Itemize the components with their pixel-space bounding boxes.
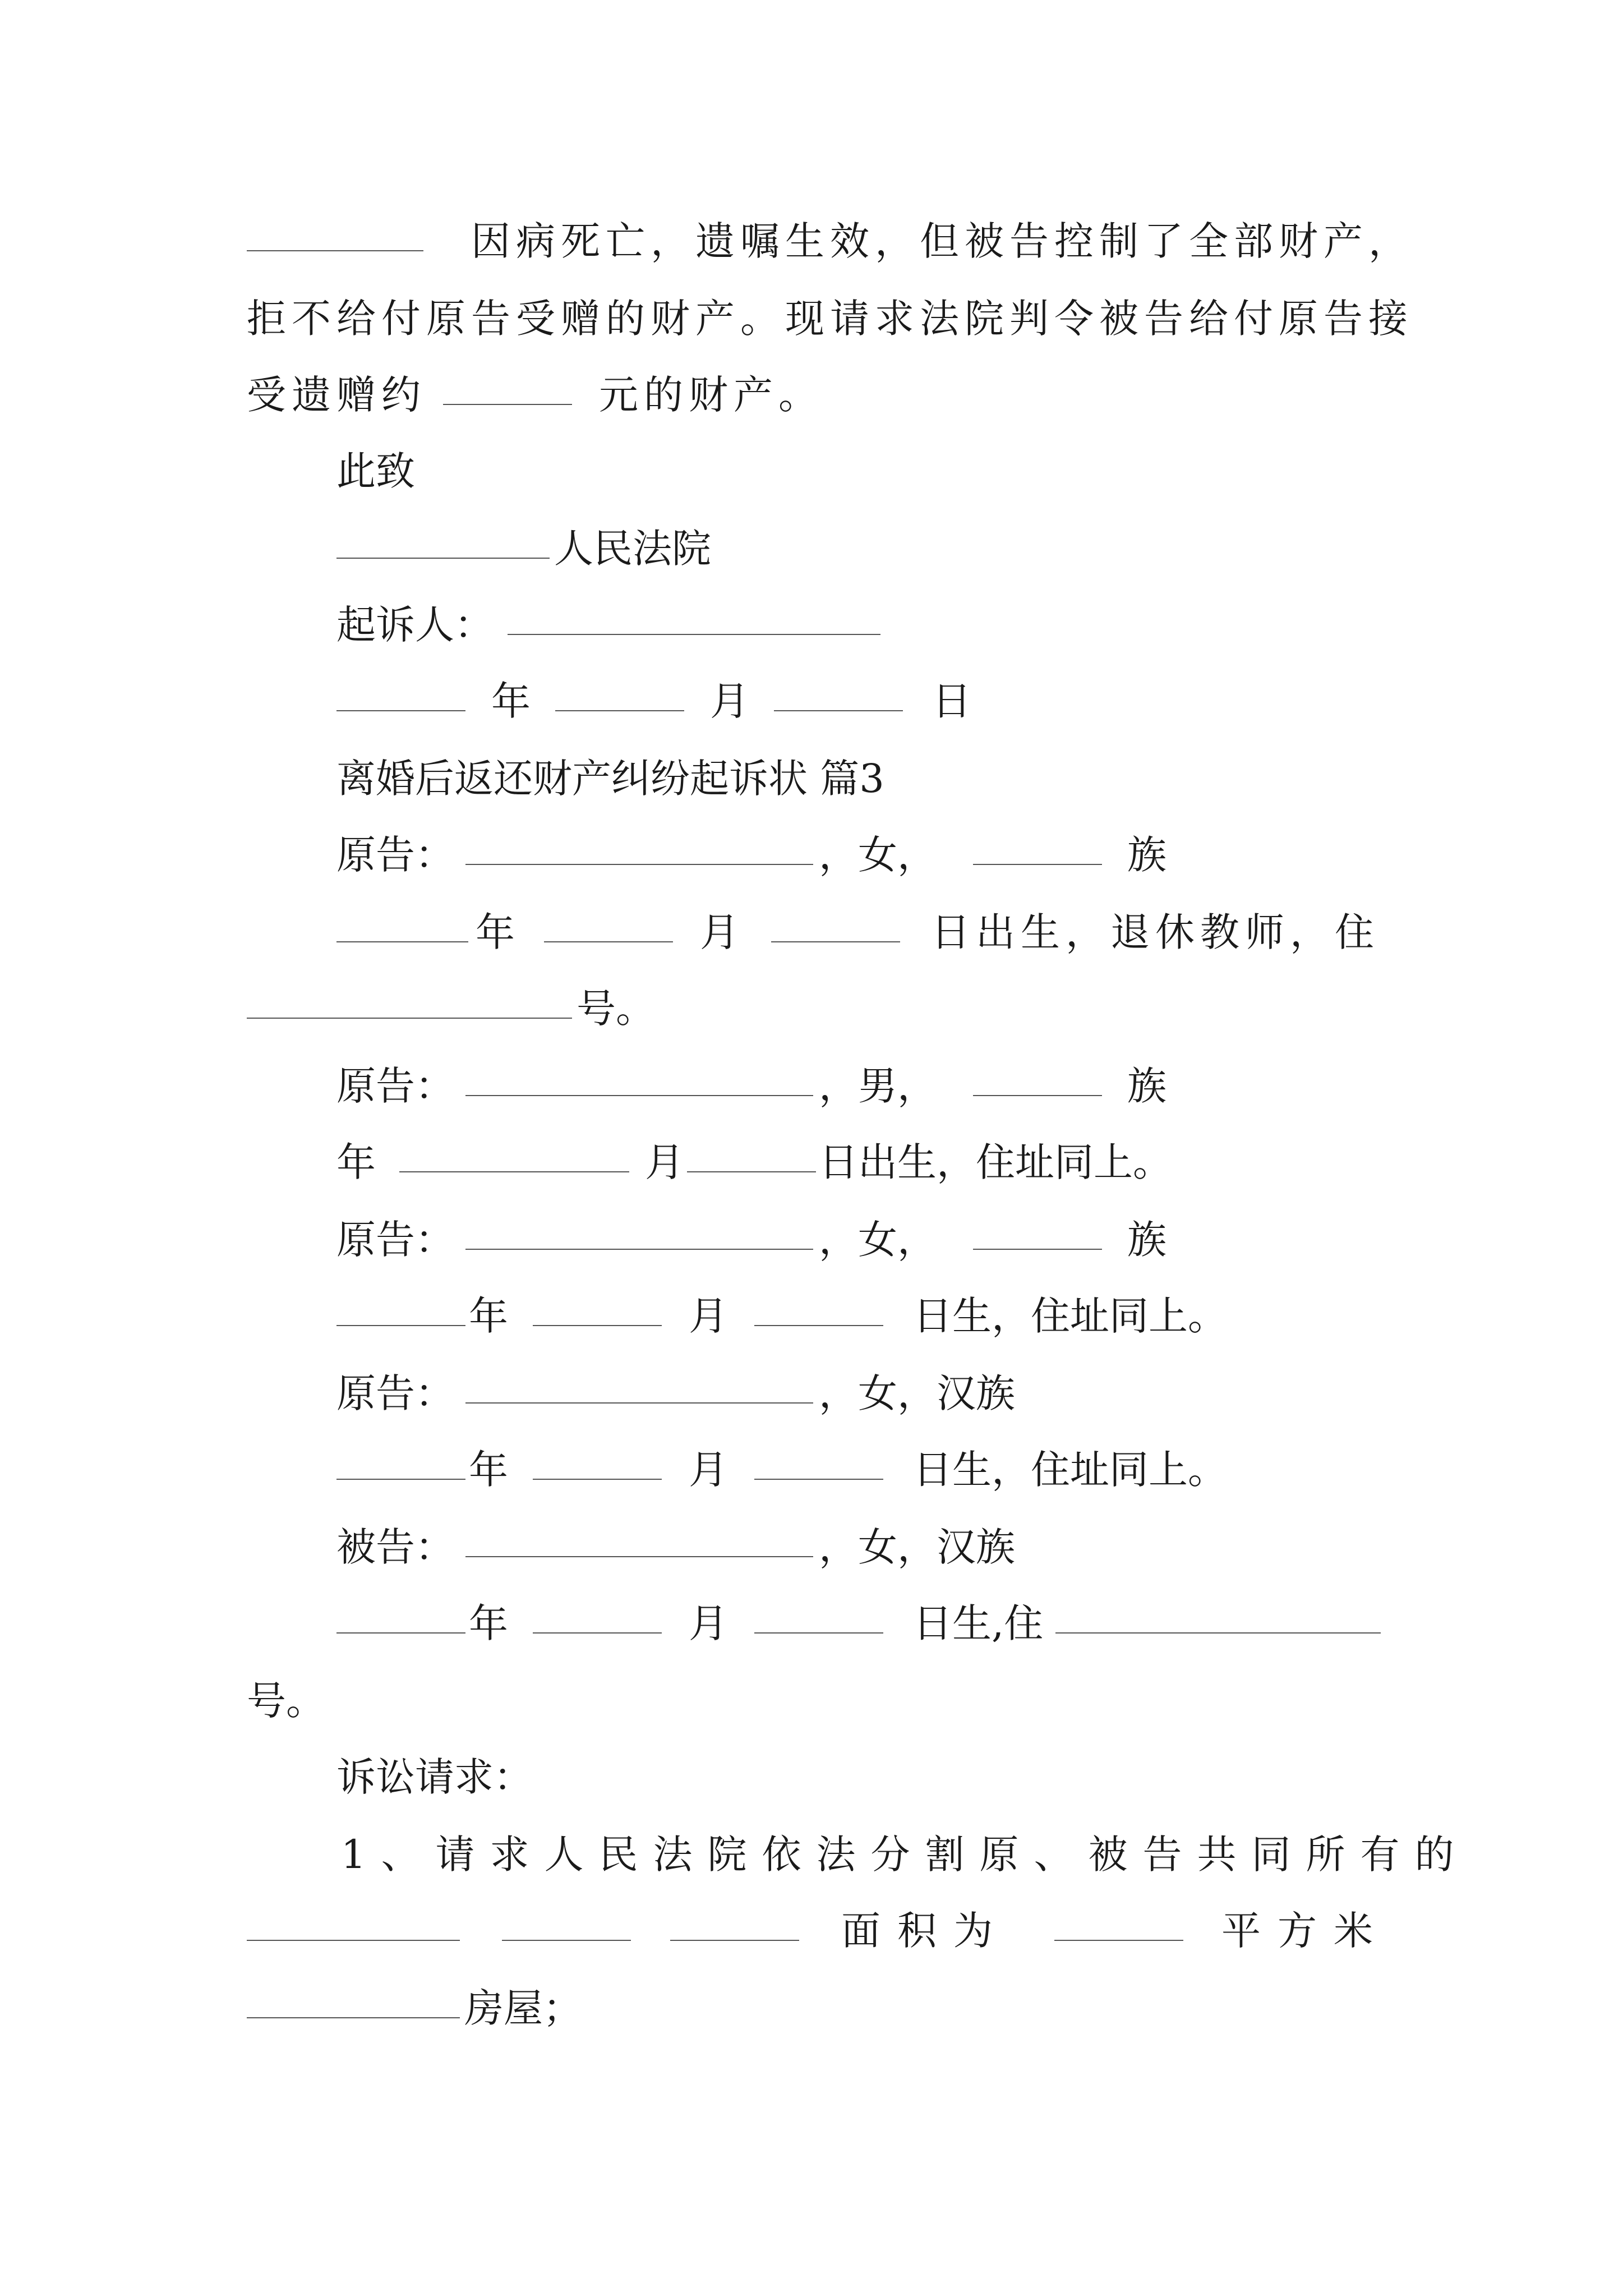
- blank-field: [1055, 1632, 1381, 1634]
- text: 原告：: [336, 832, 454, 878]
- text: 号。: [247, 1678, 325, 1724]
- text: 年: [469, 1293, 508, 1339]
- blank-field: [670, 1940, 799, 1941]
- blank-field: [465, 1095, 813, 1096]
- text: 原告：: [336, 1217, 454, 1263]
- text: 房屋；: [464, 1985, 582, 2031]
- blank-field: [336, 1325, 465, 1326]
- text: 诉讼请求：: [336, 1754, 533, 1800]
- text: 月: [710, 678, 749, 724]
- blank-field: [247, 1018, 572, 1019]
- blank-field: [973, 864, 1102, 865]
- blank-field: [502, 1940, 631, 1941]
- blank-field: [774, 710, 903, 711]
- text: 离婚后返还财产纠纷起诉状 篇3: [336, 756, 884, 802]
- text: 平方米: [1221, 1908, 1390, 1954]
- blank-field: [465, 1556, 813, 1557]
- text: 起诉人：: [336, 602, 494, 648]
- blank-field: [754, 1325, 883, 1326]
- text: 日生,住: [913, 1600, 1044, 1646]
- blank-field: [247, 250, 423, 251]
- text: 族: [1127, 832, 1166, 878]
- text: 人民法院: [554, 526, 711, 572]
- text: 月: [689, 1600, 728, 1646]
- blank-field: [336, 1479, 465, 1480]
- blank-field: [465, 1402, 813, 1404]
- text: 元的财产。: [599, 372, 823, 418]
- text: ，女，: [819, 1217, 937, 1263]
- text: 因病死亡，遗嘱生效，但被告控制了全部财产，: [471, 218, 1413, 264]
- text: 日出生，住址同上。: [819, 1139, 1172, 1185]
- text: 此致: [336, 448, 415, 494]
- text: 月: [689, 1293, 728, 1339]
- text: 月: [700, 909, 739, 955]
- text: 年: [469, 1600, 508, 1646]
- text: 年: [336, 1139, 376, 1185]
- text: 年: [469, 1447, 508, 1493]
- text: 受遗赠约: [247, 372, 426, 418]
- text: 日生，住址同上。: [913, 1447, 1227, 1493]
- text: 号。: [577, 986, 655, 1032]
- blank-field: [443, 404, 572, 405]
- text: ，女，汉族: [819, 1524, 1015, 1570]
- blank-field: [1054, 1940, 1183, 1941]
- blank-field: [399, 1171, 629, 1172]
- blank-field: [973, 1249, 1102, 1250]
- blank-field: [508, 634, 880, 635]
- text: 年: [491, 678, 531, 724]
- text: 被告：: [336, 1524, 454, 1570]
- blank-field: [465, 1249, 813, 1250]
- blank-field: [336, 558, 550, 559]
- blank-field: [336, 1632, 465, 1634]
- blank-field: [754, 1632, 883, 1634]
- text: 月: [689, 1447, 728, 1493]
- blank-field: [533, 1632, 662, 1634]
- text: 族: [1127, 1217, 1166, 1263]
- blank-field: [465, 864, 813, 865]
- text: 族: [1127, 1063, 1166, 1109]
- text: 1、请求人民法院依法分割原、被告共同所有的: [341, 1832, 1469, 1878]
- text: 拒不给付原告受赠的财产。现请求法院判令被告给付原告接: [247, 296, 1413, 342]
- text: 原告：: [336, 1370, 454, 1416]
- blank-field: [544, 941, 673, 942]
- blank-field: [336, 710, 465, 711]
- blank-field: [247, 1940, 460, 1941]
- blank-field: [336, 941, 468, 942]
- text: 日生，住址同上。: [913, 1293, 1227, 1339]
- blank-field: [973, 1095, 1102, 1096]
- blank-field: [771, 941, 900, 942]
- blank-field: [247, 2017, 460, 2018]
- text: 年: [476, 909, 515, 955]
- text: 原告：: [336, 1063, 454, 1109]
- blank-field: [754, 1479, 883, 1480]
- text: ，男，: [819, 1063, 937, 1109]
- blank-field: [533, 1325, 662, 1326]
- text: 日: [932, 678, 971, 724]
- blank-field: [533, 1479, 662, 1480]
- blank-field: [555, 710, 684, 711]
- text: 面积为: [841, 1908, 1009, 1954]
- text: ，女，: [819, 832, 937, 878]
- text: ，女，汉族: [819, 1370, 1015, 1416]
- text: 月: [645, 1139, 684, 1185]
- blank-field: [687, 1171, 816, 1172]
- text: 日出生，退休教师，住: [931, 909, 1380, 955]
